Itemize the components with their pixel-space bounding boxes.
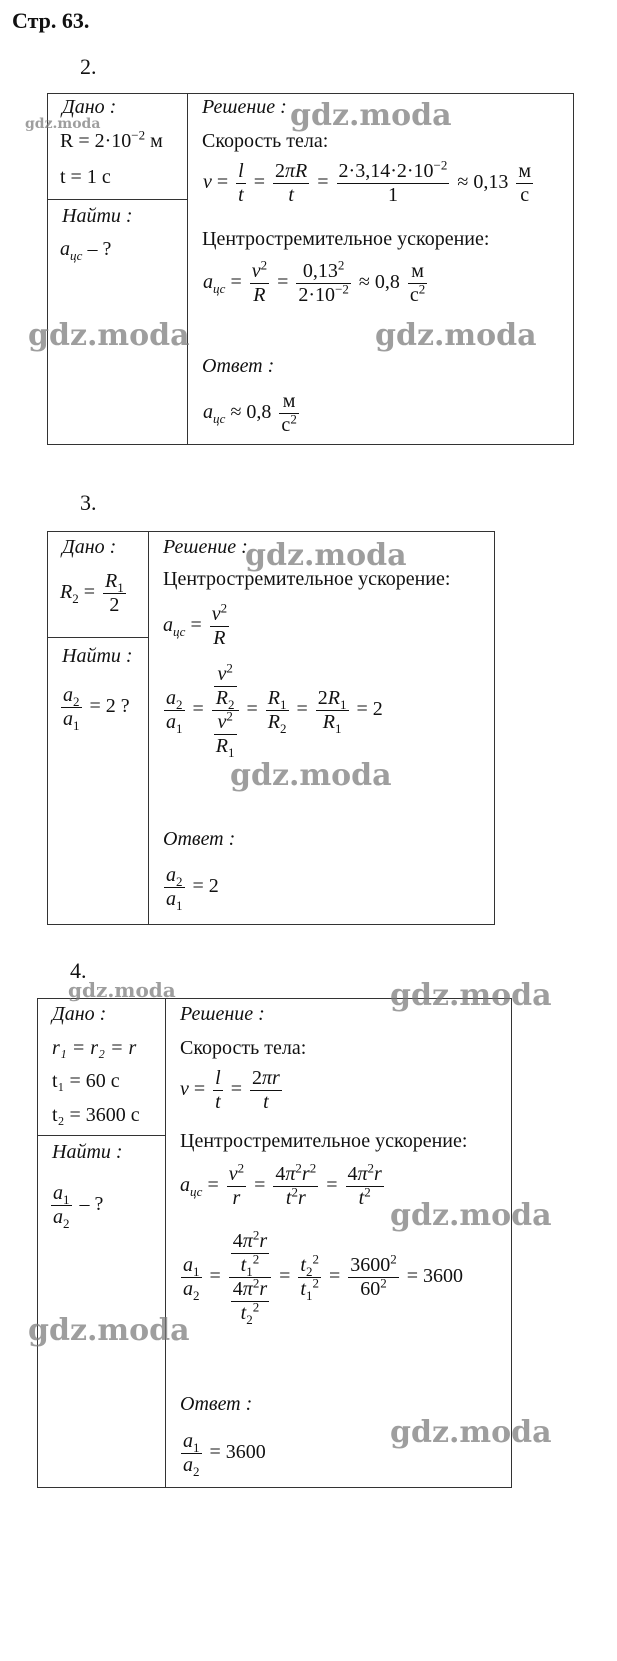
problem-3-accel-formula: $a_{цс}$ = $\frac{v^2}{R}$ <box>163 600 228 649</box>
problem-4-given-divider <box>37 1135 166 1136</box>
problem-4-answer-value: $\frac{a_1}{a_2}$ = 3600 <box>183 1430 266 1479</box>
problem-3-given-label: Дано : <box>62 536 117 558</box>
problem-3-number: 3. <box>80 490 97 515</box>
problem-4-given-r: r₁ = r₂ = r <box>52 1037 137 1059</box>
problem-4-speed-formula: v = $\frac{l}{t}$ = $\frac{2\pi r}{t}$ <box>180 1067 280 1113</box>
problem-3-ratio-formula: $\frac{a_2}{a_1}$ = $\frac{\frac{v^2}{R_2}}{\frac{v^2}{R_1}}$ = $\frac{R_1}{R_2}$ = $\frac{2R_1}{R_1}$ = 2 <box>166 660 383 760</box>
watermark: gdz.moda <box>28 318 190 353</box>
watermark: gdz.moda <box>290 98 452 133</box>
problem-3-find-label: Найти : <box>62 645 133 667</box>
problem-4-accel-formula: $a_{цс}$ = $\frac{v^2}{r}$ = $\frac{4\pi^2r^2}{t^2r}$ = $\frac{4\pi^2r}{t^2}$ <box>180 1160 382 1209</box>
watermark: gdz.moda <box>25 116 101 132</box>
watermark: gdz.moda <box>390 1198 552 1233</box>
problem-4-accel-heading: Центростремительное ускорение: <box>180 1130 468 1152</box>
watermark: gdz.moda <box>390 978 552 1013</box>
problem-3-solution-label: Решение : <box>163 536 248 558</box>
problem-2-given-R: $R = 2\cdot 10^{-2}$ м <box>60 127 163 152</box>
watermark: gdz.moda <box>28 1313 190 1348</box>
problem-4-number: 4. <box>70 958 87 983</box>
problem-4-find-label: Найти : <box>52 1141 123 1163</box>
problem-3-answer-value: $\frac{a_2}{a_1}$ = 2 <box>166 864 219 913</box>
problem-2-given-label: Дано : <box>62 96 117 118</box>
problem-4-find-value: $\frac{a_1}{a_2}$ – ? <box>53 1182 104 1231</box>
problem-2-answer-value: $a_{цс} \approx 0,8$ $\frac{м}{с^2}$ <box>203 390 297 436</box>
problem-4-answer-label: Ответ : <box>180 1393 253 1415</box>
problem-3-given-R: $R_2$ = $\frac{R_1}{2}$ <box>60 570 124 616</box>
problem-4-given-t2: t₂ = 3600 с <box>52 1104 140 1126</box>
problem-2-solution-label: Решение : <box>202 96 287 118</box>
problem-2-find-value: $a_{цс}$ – ? <box>60 238 112 263</box>
problem-2-divider <box>187 93 188 444</box>
problem-2-speed-formula: v = $\frac{l}{t}$ = $\frac{2\pi R}{t}$ = $\frac{2\cdot 3,14\cdot 2\cdot 10^{-2}}{1}$ ≈ 0,13 $\frac{м}{с}$ <box>203 157 532 206</box>
problem-2-given-divider <box>47 199 188 200</box>
problem-2-speed-heading: Скорость тела: <box>202 130 329 152</box>
problem-2-accel-heading: Центростремительное ускорение: <box>202 228 490 250</box>
problem-2-given-t: t = 1 с <box>60 166 111 188</box>
watermark: gdz.moda <box>68 978 176 1002</box>
watermark: gdz.moda <box>375 318 537 353</box>
problem-4-given-label: Дано : <box>52 1003 107 1025</box>
problem-4-speed-heading: Скорость тела: <box>180 1037 307 1059</box>
problem-2-answer-label: Ответ : <box>202 355 275 377</box>
problem-4-solution-label: Решение : <box>180 1003 265 1025</box>
problem-3-find-value: $\frac{a_2}{a_1}$ = 2 ? <box>63 684 130 733</box>
problem-2-number: 2. <box>80 54 97 79</box>
watermark: gdz.moda <box>230 758 392 793</box>
watermark: gdz.moda <box>245 538 407 573</box>
problem-3-answer-label: Ответ : <box>163 828 236 850</box>
problem-2-find-label: Найти : <box>62 205 133 227</box>
problem-4-ratio-formula: $\frac{a_1}{a_2}$ = $\frac{\frac{4\pi^2r}{t_1^2}}{\frac{4\pi^2r}{t_2^2}}$ = $\frac{t_2^2}{t_1^2}$ = $\frac{3600^2}{60^2}$ = 3600 <box>183 1227 464 1327</box>
problem-3-accel-heading: Центростремительное ускорение: <box>163 568 451 590</box>
problem-4-given-t1: t₁ = 60 с <box>52 1070 120 1092</box>
problem-2-accel-formula: $a_{цс}$ = $\frac{v^2}{R}$ = $\frac{0,13^2}{2\cdot 10^{-2}}$ ≈ 0,8 $\frac{м}{с^2}$ <box>203 257 426 306</box>
problem-3-given-divider <box>47 637 149 638</box>
problem-4-divider <box>165 998 166 1487</box>
watermark: gdz.moda <box>390 1415 552 1450</box>
page-title: Стр. 63. <box>12 8 90 33</box>
problem-3-divider <box>148 531 149 924</box>
